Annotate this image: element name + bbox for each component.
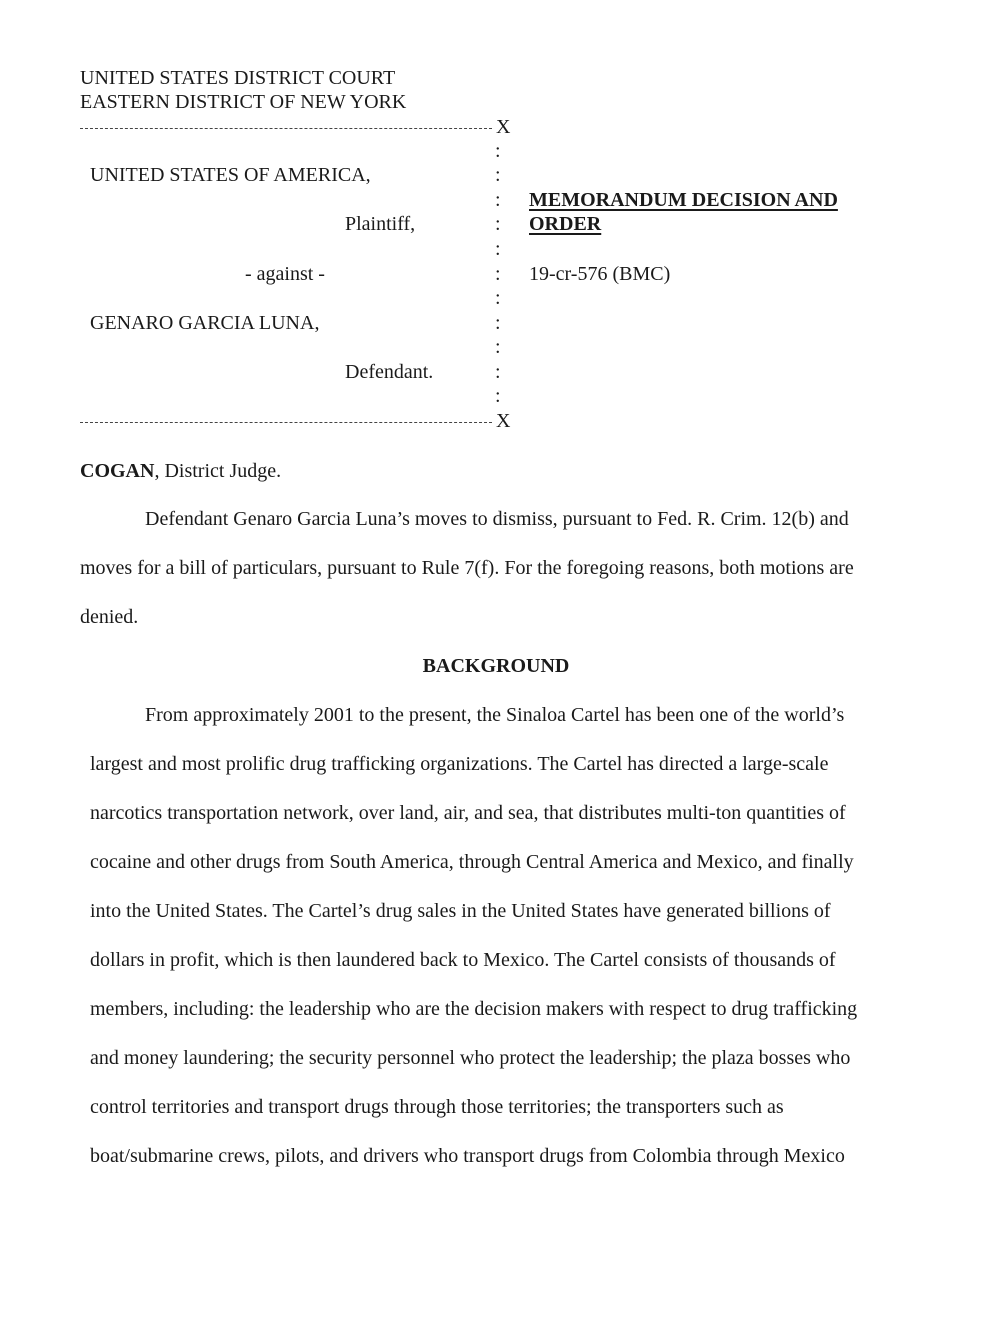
plaintiff-name: UNITED STATES OF AMERICA, [90,164,371,186]
caption-colon: : [495,140,501,162]
defendant-role: Defendant. [345,361,434,383]
judge-title: , District Judge. [154,460,282,482]
case-number: 19-cr-576 (BMC) [529,263,671,285]
body-line: From approximately 2001 to the present, the Sinaloa Cartel has been one of the world’s [145,704,845,726]
caption-top-x: X [496,116,511,138]
caption-colon: : [495,312,501,334]
body-line: boat/submarine crews, pilots, and drivers who transport drugs from Colombia through Mexico [90,1145,845,1167]
caption-bottom-border [80,422,492,423]
caption-colon: : [495,263,501,285]
document-title-line2: ORDER [529,213,602,235]
plaintiff-role: Plaintiff, [345,213,416,235]
body-line: members, including: the leadership who are the decision makers with respect to drug trafficking [90,998,858,1020]
intro-line: denied. [80,606,139,628]
body-line: control territories and transport drugs through those territories; the transporters such as [90,1096,784,1118]
caption-colon: : [495,385,501,407]
defendant-name: GENARO GARCIA LUNA, [90,312,320,334]
body-line: into the United States. The Cartel’s drug sales in the United States have generated billions of [90,900,831,922]
caption-colon: : [495,189,501,211]
section-heading-background: BACKGROUND [422,655,570,677]
body-line: and money laundering; the security personnel who protect the leadership; the plaza bosses who [90,1047,851,1069]
court-name: UNITED STATES DISTRICT COURT [80,67,396,89]
body-line: largest and most prolific drug trafficking organizations. The Cartel has directed a large-scale [90,753,829,775]
caption-colon: : [495,213,501,235]
body-line: narcotics transportation network, over land, air, and sea, that distributes multi-ton quantities of [90,802,846,824]
caption-bottom-x: X [496,410,511,432]
body-line: cocaine and other drugs from South America, through Central America and Mexico, and finally [90,851,854,873]
against-label: - against - [245,263,325,285]
judge-line [80,461,281,481]
caption-top-border [80,128,492,129]
intro-line: moves for a bill of particulars, pursuant to Rule 7(f). For the foregoing reasons, both motions are [80,557,854,579]
judge-name: COGAN [80,460,155,482]
caption-colon: : [495,287,501,309]
caption-colon: : [495,336,501,358]
document-title-line1: MEMORANDUM DECISION AND [529,189,838,211]
body-line: dollars in profit, which is then laundered back to Mexico. The Cartel consists of thousands of [90,949,836,971]
court-district: EASTERN DISTRICT OF NEW YORK [80,91,407,113]
intro-line: Defendant Genaro Garcia Luna’s moves to dismiss, pursuant to Fed. R. Crim. 12(b) and [145,508,849,530]
caption-colon: : [495,361,501,383]
caption-colon: : [495,238,501,260]
caption-colon: : [495,164,501,186]
